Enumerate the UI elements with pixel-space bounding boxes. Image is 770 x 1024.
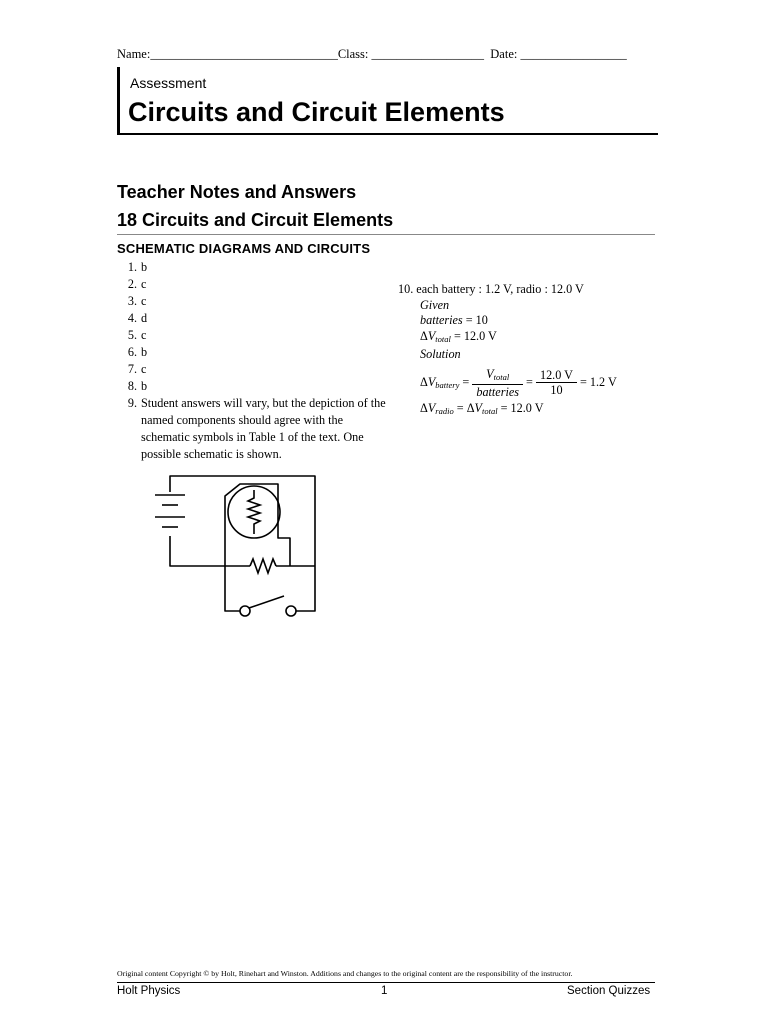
answer-text: c xyxy=(141,294,147,308)
page-number: 1 xyxy=(381,985,388,997)
equation-radio xyxy=(398,401,658,420)
switch-icon xyxy=(240,596,296,616)
answer-text: b xyxy=(141,260,148,274)
heading-rule xyxy=(117,234,655,235)
answer-text: d xyxy=(141,311,148,325)
copyright-notice: Original content Copyright © by Holt, Rinehart and Winston. Additions and changes to the original content are the responsibility of the instructor. xyxy=(117,969,573,978)
answer-number: 6. xyxy=(127,345,137,359)
v-symbol: V xyxy=(486,366,494,381)
answer-item xyxy=(117,361,387,378)
header-fields xyxy=(117,47,627,62)
class-blank: __________________ xyxy=(371,47,485,61)
answer-item xyxy=(117,378,387,395)
circuit-schematic xyxy=(140,468,330,618)
answer-text: c xyxy=(141,362,147,376)
fraction-numerator: 12.0 V xyxy=(536,368,577,383)
answer-number: 7. xyxy=(127,362,137,376)
title-block xyxy=(117,67,658,135)
delta-symbol: Δ xyxy=(420,400,428,415)
v-symbol: V xyxy=(427,328,436,343)
footer-book-title: Holt Physics xyxy=(117,985,181,997)
v-symbol: V xyxy=(474,400,482,415)
answer-number: 5. xyxy=(127,328,137,342)
result-battery: = 1.2 V xyxy=(579,374,617,389)
name-label: Name: xyxy=(117,47,151,61)
result-radio: = 12.0 V xyxy=(500,400,544,415)
fraction-numerator: total xyxy=(493,371,510,382)
batteries-value: = 10 xyxy=(465,313,488,327)
resistor-icon xyxy=(250,559,276,573)
delta-symbol: Δ xyxy=(420,328,428,343)
total-subscript: total xyxy=(435,333,451,344)
fraction-denominator: 10 xyxy=(550,383,563,397)
date-label: Date: xyxy=(490,47,518,61)
answer-item xyxy=(117,310,387,327)
delta-symbol: Δ xyxy=(420,374,428,389)
section-heading: SCHEMATIC DIAGRAMS AND CIRCUITS xyxy=(117,241,371,256)
answer-item xyxy=(117,395,387,463)
footer-rule xyxy=(117,982,655,983)
equals-sign: = xyxy=(456,400,464,415)
equation-battery xyxy=(398,367,658,399)
circuit-wire xyxy=(170,536,315,566)
answer-item xyxy=(117,276,387,293)
total-subscript: total xyxy=(481,405,498,416)
assessment-kicker: Assessment xyxy=(130,75,207,91)
footer-section: Section Quizzes xyxy=(567,985,651,997)
battery-subscript: battery xyxy=(435,379,460,390)
fraction-symbolic xyxy=(472,367,523,399)
date-blank: _________________ xyxy=(520,47,627,61)
answer-text: b xyxy=(141,345,148,359)
circuit-wire xyxy=(225,566,240,611)
answer-list xyxy=(117,259,387,463)
total-value: = 12.0 V xyxy=(453,328,497,343)
q10-number: 10. xyxy=(398,282,414,296)
q10-text: each battery : 1.2 V, radio : 12.0 V xyxy=(416,282,584,296)
page-title: Circuits and Circuit Elements xyxy=(128,97,505,127)
circuit-wire xyxy=(170,476,315,611)
answer-number: 8. xyxy=(127,379,137,393)
answer-number: 4. xyxy=(127,311,137,325)
fraction-denominator: batteries xyxy=(476,384,519,399)
teacher-notes-heading: Teacher Notes and Answers xyxy=(117,182,357,202)
chapter-heading: 18 Circuits and Circuit Elements xyxy=(117,210,394,230)
delta-symbol: Δ xyxy=(466,400,475,415)
answer-item xyxy=(117,293,387,310)
answer-text: Student answers will vary, but the depiction of the named components should agree with the schematic symbols in Table 1 of the text. One possible schematic is shown. xyxy=(141,396,386,461)
v-symbol: V xyxy=(427,374,436,389)
given-label: Given xyxy=(420,297,450,312)
batteries-label: batteries xyxy=(420,313,463,327)
answer-text: c xyxy=(141,328,147,342)
answer-text: c xyxy=(141,277,147,291)
fraction-numeric xyxy=(536,368,577,397)
answer-item xyxy=(117,259,387,276)
v-symbol: V xyxy=(427,400,436,415)
given-batteries xyxy=(398,313,658,329)
equals-sign: = xyxy=(462,374,470,389)
q10-line xyxy=(398,282,658,298)
solution-label: Solution xyxy=(420,347,461,361)
given-vtotal xyxy=(398,329,658,348)
answer-number: 9. xyxy=(127,396,137,410)
answer-item xyxy=(117,344,387,361)
lamp-resistor-icon xyxy=(228,486,280,538)
circuit-wire xyxy=(225,484,290,566)
radio-subscript: radio xyxy=(435,405,454,416)
battery-icon xyxy=(155,495,185,527)
equals-sign: = xyxy=(526,374,533,389)
class-label: Class: xyxy=(337,47,369,61)
answer-10 xyxy=(398,282,658,419)
answer-number: 2. xyxy=(127,277,137,291)
answer-number: 1. xyxy=(127,260,137,274)
answer-text: b xyxy=(141,379,148,393)
answer-item xyxy=(117,327,387,344)
name-blank: ______________________________ xyxy=(150,47,338,61)
answer-number: 3. xyxy=(127,294,137,308)
